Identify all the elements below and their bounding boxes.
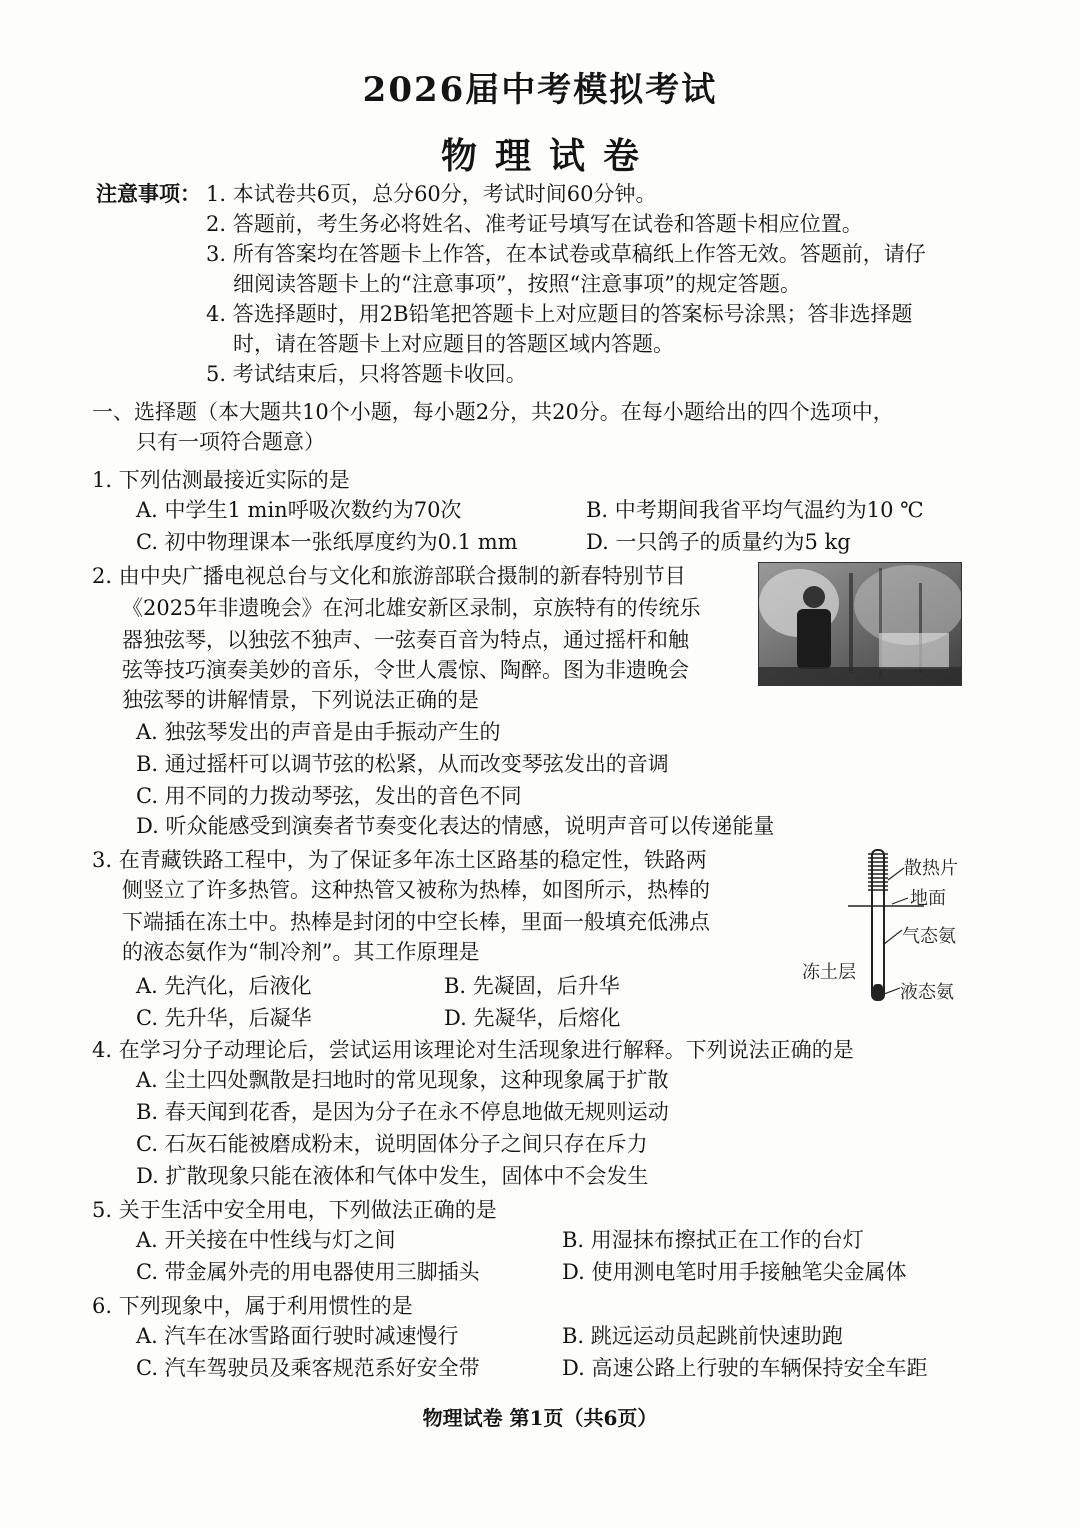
q1-option-c: C. 初中物理课本一张纸厚度约为0.1 mm <box>136 530 518 554</box>
q5-option-c: C. 带金属外壳的用电器使用三脚插头 <box>136 1260 480 1284</box>
performance-photo <box>758 562 962 686</box>
exam-title: 2026届中考模拟考试 <box>362 70 718 110</box>
q2-option-b: B. 通过摇杆可以调节弦的松紧，从而改变琴弦发出的音调 <box>136 752 669 776</box>
q6-option-a: A. 汽车在冰雪路面行驶时减速慢行 <box>136 1324 459 1348</box>
note-item-3-cont: 细阅读答题卡上的“注意事项”，按照“注意事项”的规定答题。 <box>233 272 801 296</box>
q1-option-a: A. 中学生1 min呼吸次数约为70次 <box>136 498 462 522</box>
q6-option-d: D. 高速公路上行驶的车辆保持安全车距 <box>562 1356 928 1380</box>
heat-pipe-diagram <box>796 842 976 1022</box>
label-ground: 地面 <box>910 888 946 909</box>
q3-option-b: B. 先凝固，后升华 <box>444 974 620 998</box>
q2-option-d: D. 听众能感受到演奏者节奏变化表达的情感，说明声音可以传递能量 <box>136 814 775 838</box>
note-item-5: 5. 考试结束后，只将答题卡收回。 <box>206 362 527 386</box>
q2-option-a: A. 独弦琴发出的声音是由手振动产生的 <box>136 720 501 744</box>
q1-stem: 1. 下列估测最接近实际的是 <box>92 468 350 492</box>
section-heading: 一、选择题（本大题共10个小题，每小题2分，共20分。在每小题给出的四个选项中， <box>92 400 894 424</box>
exam-subtitle: 物理试卷 <box>440 135 657 177</box>
q4-option-a: A. 尘土四处飘散是扫地时的常见现象，这种现象属于扩散 <box>136 1068 669 1092</box>
label-liquid-ammonia: 液态氨 <box>900 982 954 1003</box>
q1-option-d: D. 一只鸽子的质量约为5 kg <box>586 530 851 554</box>
q2-stem-line-3: 器独弦琴，以独弦不独声、一弦奏百音为特点，通过摇杆和触 <box>122 628 689 652</box>
q2-option-c: C. 用不同的力拨动琴弦，发出的音色不同 <box>136 784 522 808</box>
page-footer: 物理试卷 第1页（共6页） <box>422 1406 658 1430</box>
note-item-3: 3. 所有答案均在答题卡上作答，在本试卷或草稿纸上作答无效。答题前，请仔 <box>206 242 926 266</box>
q1-option-b: B. 中考期间我省平均气温约为10 ℃ <box>586 498 924 522</box>
q5-option-d: D. 使用测电笔时用手接触笔尖金属体 <box>562 1260 907 1284</box>
q4-option-b: B. 春天闻到花香，是因为分子在永不停息地做无规则运动 <box>136 1100 669 1124</box>
q3-stem-line-3: 下端插在冻土中。热棒是封闭的中空长棒，里面一般填充低沸点 <box>122 910 710 934</box>
q3-stem-line-4: 的液态氨作为“制冷剂”。其工作原理是 <box>122 940 480 964</box>
label-frozen-soil: 冻土层 <box>802 962 856 983</box>
q3-stem-line-1: 3. 在青藏铁路工程中，为了保证多年冻土区路基的稳定性，铁路两 <box>92 848 707 872</box>
q4-option-d: D. 扩散现象只能在液体和气体中发生，固体中不会发生 <box>136 1164 649 1188</box>
note-item-1: 1. 本试卷共6页，总分60分，考试时间60分钟。 <box>206 182 657 206</box>
q2-stem-line-1: 2. 由中央广播电视总台与文化和旅游部联合摄制的新春特别节目 <box>92 564 686 588</box>
q6-stem: 6. 下列现象中，属于利用惯性的是 <box>92 1294 413 1318</box>
heat-pipe-figure <box>796 842 976 1022</box>
q5-option-b: B. 用湿抹布擦拭正在工作的台灯 <box>562 1228 864 1252</box>
q3-option-d: D. 先凝华，后熔化 <box>444 1006 621 1030</box>
section-heading-cont: 只有一项符合题意） <box>136 430 325 454</box>
q5-stem: 5. 关于生活中安全用电，下列做法正确的是 <box>92 1198 497 1222</box>
q6-option-c: C. 汽车驾驶员及乘客规范系好安全带 <box>136 1356 480 1380</box>
q4-stem: 4. 在学习分子动理论后，尝试运用该理论对生活现象进行解释。下列说法正确的是 <box>92 1038 854 1062</box>
q3-stem-line-2: 侧竖立了许多热管。这种热管又被称为热棒，如图所示，热棒的 <box>122 878 710 902</box>
notes-label: 注意事项： <box>96 181 201 206</box>
q3-option-c: C. 先升华，后凝华 <box>136 1006 312 1030</box>
performance-photo-image <box>759 563 961 685</box>
note-item-2: 2. 答题前，考生务必将姓名、准考证号填写在试卷和答题卡相应位置。 <box>206 212 863 236</box>
q2-stem-line-5: 独弦琴的讲解情景，下列说法正确的是 <box>122 688 479 712</box>
note-item-4-cont: 时，请在答题卡上对应题目的答题区域内答题。 <box>233 332 674 356</box>
q2-stem-line-2: 《2025年非遗晚会》在河北雄安新区录制，京族特有的传统乐 <box>122 596 701 620</box>
q4-option-c: C. 石灰石能被磨成粉末，说明固体分子之间只存在斥力 <box>136 1132 648 1156</box>
note-item-4: 4. 答选择题时，用2B铅笔把答题卡上对应题目的答案标号涂黑；答非选择题 <box>206 302 913 326</box>
label-fins: 散热片 <box>904 858 958 879</box>
q6-option-b: B. 跳远运动员起跳前快速助跑 <box>562 1324 843 1348</box>
q3-option-a: A. 先汽化，后液化 <box>136 974 312 998</box>
label-gas-ammonia: 气态氨 <box>902 926 956 947</box>
q5-option-a: A. 开关接在中性线与灯之间 <box>136 1228 396 1252</box>
q2-stem-line-4: 弦等技巧演奏美妙的音乐，令世人震惊、陶醉。图为非遗晚会 <box>122 658 689 682</box>
